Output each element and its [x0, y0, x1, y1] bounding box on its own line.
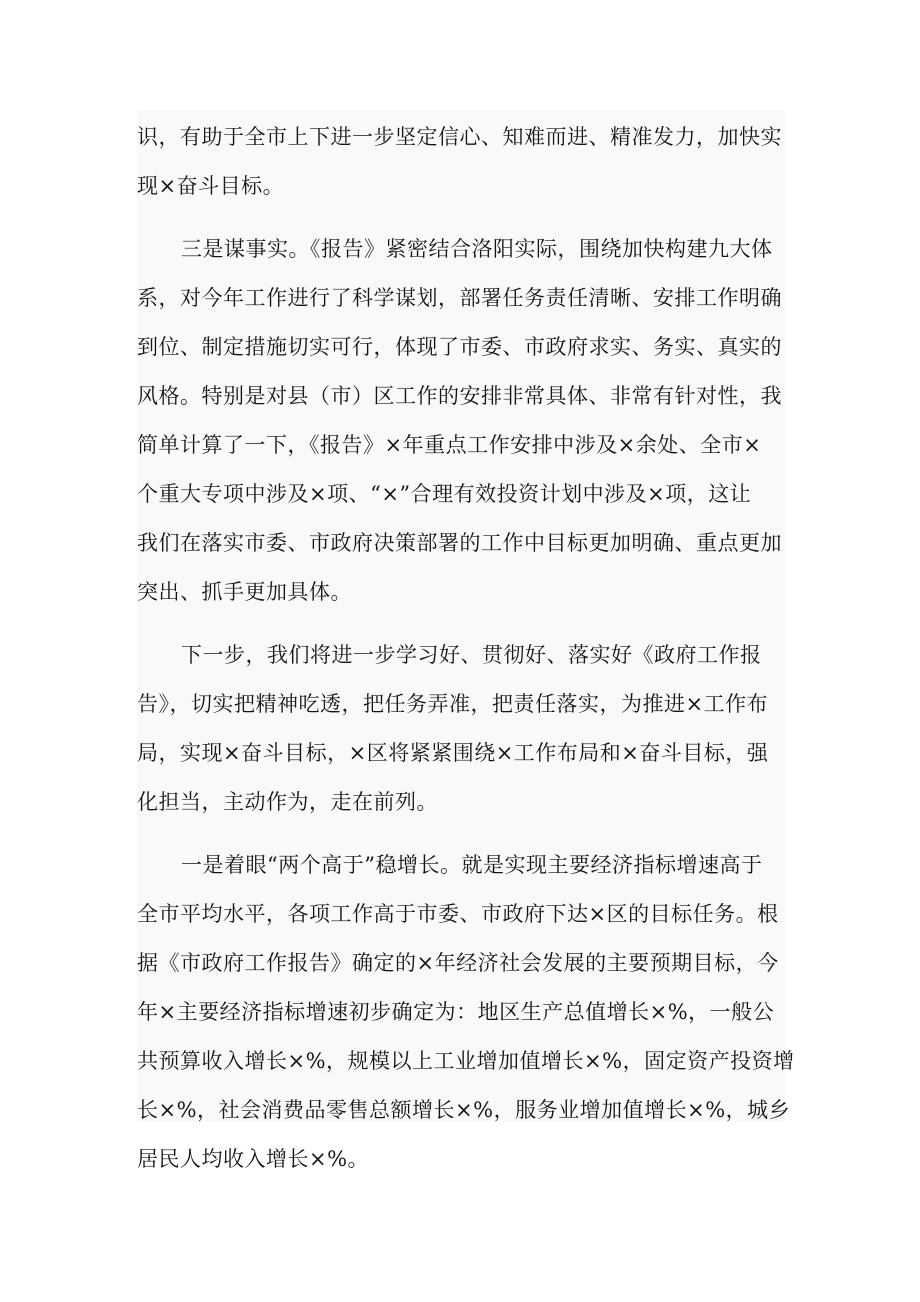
- text-line: 系，对今年工作进行了科学谋划，部署任务责任清晰、安排工作明确: [137, 286, 782, 310]
- text-line: 局，实现×奋斗目标，×区将紧紧围绕×工作布局和×奋斗目标，强: [137, 741, 769, 765]
- text-line: 告》，切实把精神吃透，把任务弄准，把责任落实，为推进×工作布: [137, 692, 769, 716]
- text-line: 年×主要经济指标增速初步确定为：地区生产总值增长×%，一般公: [137, 1000, 775, 1024]
- text-line: 现×奋斗目标。: [137, 174, 285, 198]
- paragraph-2: [137, 225, 785, 617]
- paragraph-1: [137, 110, 785, 211]
- text-line: 长×%，社会消费品零售总额增长×%，服务业增加值增长×%，城乡: [137, 1098, 791, 1122]
- text-line: 突出、抓手更加具体。: [137, 580, 352, 604]
- text-line: 据《市政府工作报告》确定的×年经济社会发展的主要预期目标，今: [137, 951, 779, 975]
- text-line: 共预算收入增长×%，规模以上工业增加值增长×%，固定资产投资增: [137, 1049, 795, 1073]
- text-line: 到位、制定措施切实可行，体现了市委、市政府求实、务实、真实的: [137, 335, 782, 359]
- text-line: 三是谋事实。《报告》紧密结合洛阳实际，围绕加快构建九大体: [181, 237, 773, 261]
- text-line: 简单计算了一下，《报告》×年重点工作安排中涉及×余处、全市×: [137, 433, 762, 457]
- text-line: 风格。特别是对县（市）区工作的安排非常具体、非常有针对性，我: [137, 384, 782, 408]
- text-line: 化担当，主动作为，走在前列。: [137, 790, 438, 814]
- text-line: 个重大专项中涉及×项、“×”合理有效投资计划中涉及×项，这让: [137, 482, 752, 506]
- text-line: 识，有助于全市上下进一步坚定信心、知难而进、精准发力，加快实: [137, 125, 782, 149]
- text-line: 一是着眼“两个高于”稳增长。就是实现主要经济指标增速高于: [181, 853, 763, 877]
- document-text-block: [137, 110, 795, 1171]
- paragraph-3: [137, 631, 785, 827]
- text-line: 居民人均收入增长×%。: [137, 1147, 370, 1171]
- text-line: 下一步，我们将进一步学习好、贯彻好、落实好《政府工作报: [181, 643, 762, 667]
- text-line: 我们在落实市委、市政府决策部署的工作中目标更加明确、重点更加: [137, 531, 782, 555]
- text-line: 全市平均水平，各项工作高于市委、市政府下达×区的目标任务。根: [137, 902, 779, 926]
- paragraph-4: [137, 841, 795, 1184]
